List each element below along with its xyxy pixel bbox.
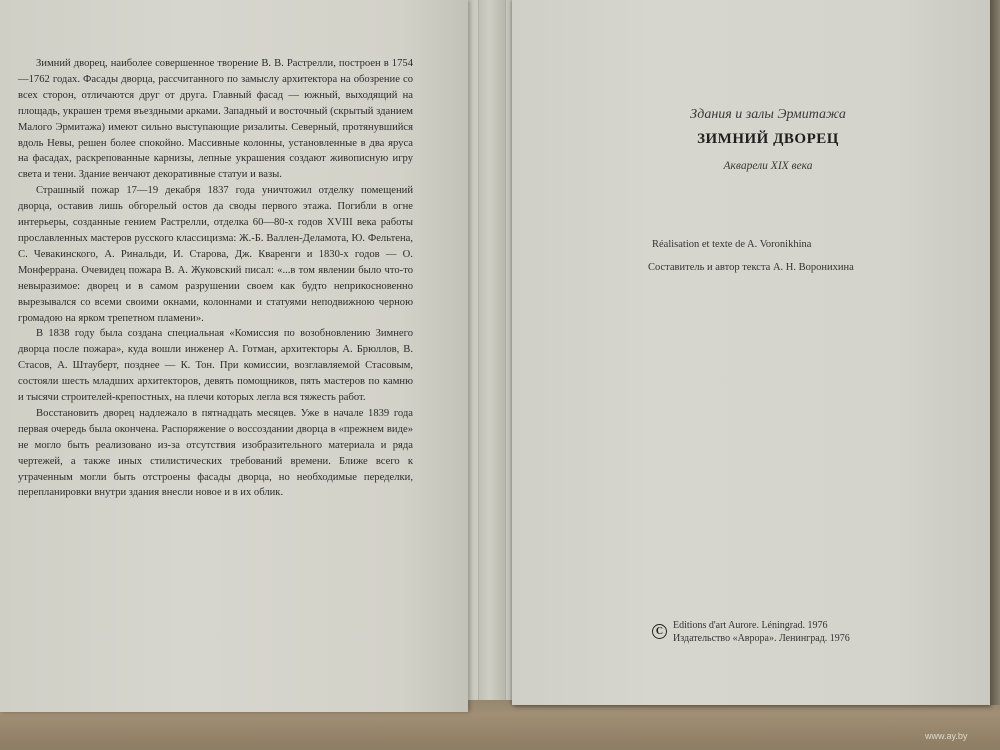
folder-spine xyxy=(478,0,506,700)
copyright-icon: C xyxy=(652,624,667,639)
paragraph-4: Восстановить дворец надлежало в пятнадцать месяцев. Уже в начале 1839 года первая очередь была окончена. Распоряжение о воссоздании дворца в «прежнем виде» не могло быть реализовано из-за отсутствия изобразительного материала и ряда чертежей, а также иных стилистических требований времени. Ближе всего к утраченным могли быть отстроены фасады дворца, но необходимые переделки, перепланировки внутри здания внесли новое и в их облик. xyxy=(18,407,413,499)
credit-french: Réalisation et texte de A. Voronikhina xyxy=(652,239,812,250)
article-text xyxy=(18,56,413,501)
imprint-russian: Издательство «Аврора». Ленинград. 1976 xyxy=(673,633,850,644)
left-page xyxy=(0,0,468,712)
series-title: Здания и залы Эрмитажа xyxy=(690,107,846,122)
site-watermark: www.ay.by xyxy=(925,731,968,741)
right-page xyxy=(512,0,990,705)
imprint-french: Editions d'art Aurore. Léningrad. 1976 xyxy=(673,620,828,631)
edge-shadow xyxy=(990,0,1000,705)
book-subtitle: Акварели XIX века xyxy=(723,160,813,172)
credit-russian: Составитель и автор текста А. Н. Воронихина xyxy=(648,262,854,273)
paragraph-2: Страшный пожар 17—19 декабря 1837 года уничтожил отделку помещений дворца, оставив лишь обгорелый остов да своды первого этажа. Погибли в огне интерьеры, созданные гением Растрелли, отделка 60—80-х годов XVIII века работы прославленных мастеров русского классицизма: Ж.-Б. Валлен-Деламота, Ю. Фельтена, С. Чевакинского, А. Ринальди, И. Старова, Дж. Кваренги и 1830-х годов — О. Монферрана. Очевидец пожара В. А. Жуковский писал: «...в том явлении было что-то невыразимое: дворец и в самом разрушении своем как будто неприкосновенно вырезывался со всеми своими окнами, колоннами и статуями неподвижною черною громадою на ярком трепетном пламени». xyxy=(18,185,413,324)
book-title: ЗИМНИЙ ДВОРЕЦ xyxy=(697,131,839,147)
paragraph-3: В 1838 году была создана специальная «Комиссия по возобновлению Зимнего дворца после пожара», куда вошли инженер А. Готман, архитекторы А. Брюллов, В. Стасов, А. Штауберт, позднее — К. Тон. При комиссии, возглавляемой Стасовым, состояли шесть младших архитекторов, девять помощников, пять мастеров по камню и тысячи строителей-крепостных, на плечи которых легла вся тяжесть работ. xyxy=(18,328,413,404)
paragraph-1: Зимний дворец, наиболее совершенное творение В. В. Растрелли, построен в 1754—1762 годах. Фасады дворца, рассчитанного по замыслу архитектора на обозрение со всех сторон, отличаются друг от друга. Главный фасад — южный, выходящий на площадь, украшен тремя въездными арками. Западный и восточный (скрытый зданием Малого Эрмитажа) имеют сильно выступающие ризалиты. Северный, протянувшийся вдоль Невы, решен более спокойно. Массивные колонны, установленные в два яруса на фасадах, раскрепованные карнизы, лепные украшения создают живописную игру света и тени. Здание венчают декоративные статуи и вазы. xyxy=(18,58,413,181)
